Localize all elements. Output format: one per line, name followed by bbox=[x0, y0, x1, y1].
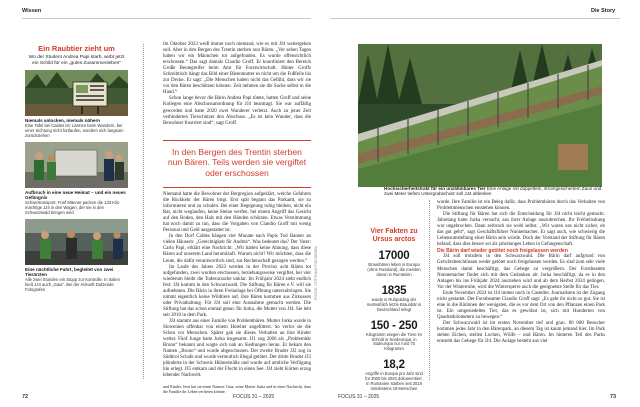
sidebar-intro: Wo der Student Andrea Papi starb, wirbt jetzt ein Schild für ein „gutes Zusammenleben“ bbox=[28, 55, 125, 66]
header-rule-left bbox=[22, 18, 311, 19]
fact-number-3: 150 - 250 bbox=[370, 319, 418, 332]
photo-caption bbox=[384, 186, 602, 197]
article-column-1-bottom bbox=[163, 192, 311, 379]
article-paragraph: JJ4 stammt aus einer Familie von Problembären. Mutter Jurka wurde in Slowenien offenbar von einem Hotelier angefüttert. So verlor sie die Scheu vor Menschen. Später gab sie dieses Verhalten an ihre Kinder weiter. Fünf Junge hatte Jurka insgesamt. JJ1 zog 2006 als „Problembär Bruno“ bekannt und wagte sich nah an Siedlungen heran. Er bekam den Namen „Bruno“ und wurde abgeschossen. Der zweite Bruder JJ2 zog in Südtirol Schafe und wurde vermutlich illegal getötet. Der dritte Bruder JJ3 plünderte in der Schweiz Hühnerställe und wurde auf amtliche Verfügung hin erlegt. JJ5 entkam und der Flucht in einen See. JJ4 zieht Kürten erzog lebender Nachwelt. bbox=[163, 318, 311, 379]
fact-text-3: Kilogramm wiegen die Tiere im Schnitt in Nordeuropa, in Südeuropa nur rund 70 Kilogramm bbox=[366, 331, 422, 352]
facts-title: Vier Fakten zu Ursus arctos bbox=[370, 228, 418, 243]
facts-box bbox=[365, 228, 423, 392]
enclosure-fence-image bbox=[358, 44, 602, 187]
column-divider-right bbox=[429, 200, 430, 380]
fact-number-4: 18,2 bbox=[383, 359, 405, 372]
header-rule-right bbox=[330, 18, 620, 19]
page-number-left: 72 bbox=[22, 394, 29, 400]
sidebar-caption-3: Alle zwei Stunden ein Stopp zur Kontrolle. In Italien hieß JJ4 auch „Gaia“. Bei der Ankunft Dutzende Fotografen bbox=[25, 277, 120, 293]
photo-credit: FOTOS: STIFTUNG FÜR BÄREN bbox=[314, 245, 318, 300]
article-paragraph: Der Schwarzwald ist im ersten November tief und grau. 80 000 Besucher kommen jedes Jahr in den Bärenpark, an diesem Tag ist kaum jemand hier. Im Park stehen Eichen, steilen Lochen, Wölfe – und Bären. Im hinteren Teil des Parks entsteht das Gehege für JJ4. Die Anlage besteht aus viel bbox=[437, 320, 605, 345]
pull-quote-box bbox=[163, 140, 311, 188]
article-paragraph: wurde. Ihre Familie ist ein Beleg dafür, dass Problembären durch das Verhalten von Problemmenschen entstehen können. bbox=[437, 200, 605, 212]
article-column-1-top bbox=[163, 42, 311, 127]
issue-label-left: FOCUS 31 – 2025 bbox=[233, 394, 275, 400]
fact-number-2: 1835 bbox=[381, 284, 407, 297]
article-paragraph: Schon lange bevor die Bärin Andrea Papi tötete, hatten Groff und seine Kollegen eine Abschussanordnung für JJ4 beantragt. Sie war auffällig geworden und hatte 2020 zwei Wanderer verletzt. Auch zu jener Zeit verhinderten Tierschützer den Abschuss. „Es ist kein Wunder, dass die Bewohner frustriert sind“, sagt Groff. bbox=[163, 96, 311, 126]
article-paragraph: Im Oktober 2023 weiß immer noch niemand, wie es mit JJ4 weitergehen soll. Aber in den Bergen des Trentin sterben nun Bären. „Vor sehen Tagen haben wir ein Männchen tot aufgefunden. Es wurde offensichtlich erschossen.“ Das sagt damals Claudio Groff. Er koordiniert den Bereich Große Beutegreifer beim Amt für Forstwirtschaft. Hinter Groffs Schreibtisch hängt das Bild einer Bärenmutter es nicht um die Fußfeile bis zur Decke. Er sagt: „Die Menschen haben nicht das Gefühl, dass wir sie vor den Bären beschützen können. Zeit nehmen sie die Sache selbst in die Hand.“ bbox=[163, 42, 311, 96]
section-label-right: Die Story bbox=[591, 8, 616, 14]
night-transport-image bbox=[25, 219, 128, 265]
fact-text-4: Angriffe in Europa pro Jahr sind für 2000 bis 2020 dokumentiert. In Rumänien starben seit 2019 mindestens 19 Menschen bbox=[365, 371, 423, 391]
article-column-3 bbox=[437, 200, 605, 345]
forest-sign-image bbox=[25, 70, 128, 116]
issue-label-right: FOCUS 31 – 2025 bbox=[338, 394, 380, 400]
photo-caption-bold: Hochsicherheitstrakt für ein unzähmbares Tier bbox=[384, 186, 486, 191]
sidebar-caption-heading-2: Aufbruch in eine neue Heimat – und ein neues Gefängnis bbox=[25, 190, 126, 201]
sidebar-image-transport bbox=[25, 142, 128, 188]
section-label-left: Wissen bbox=[22, 8, 42, 14]
sidebar-title: Ein Raubtier zieht um bbox=[38, 44, 115, 53]
sidebar-image-sign bbox=[25, 70, 128, 116]
photo-caption-text: Eine Anlage mit doppeltem, stromgesichertem Zaun und zwei Meter tiefem Untergrabschutz soll JJ4 ablenken bbox=[384, 186, 602, 197]
article-paragraph: JJ4 soll trotzdem in den Schwarzwald. Die Bärin darf aufgrund von Gerichtsbeschlüssen weder getötet noch freigelassen werden. Es sind zum sehr viele Menschen damit beschäftigt, das Gehege zu vergrößern. Der Forstbeamte Nonnemacher findet sich mit dem Gedanken ab: Jurka beschäftigt, da es in den Anlagen bis ins Frühjahr 2024 ausziehen wird und ab dem Herbst 2024 gelingen. Vor der Winterruhe, wird die Wintersperre auch die geeignetste Stelle für das Tier. bbox=[437, 254, 605, 290]
article-paragraph: Die Stiftung für Bären hat sich die Entscheidung für JJ4 nicht leicht gemacht. Jahrelang hatte Jurka versucht, aus ihrer Anlage auszubrechen. Ihr Freiheitsdrang war ungebrochen. Dann zerbrach sie wohl selbst. „Wir waren uns nicht sicher, ob das gut geht“, sagt Geschäftsführer Nonnemacher. Er sagt auch, wie schwierig die Lebensumstellung einer Bärin sein würde. Doch der Vorstand der Stiftung für Bären befand, dass dies besser sei als jahrelanges Leben in Gefangenschaft. bbox=[437, 212, 605, 248]
article-continuation bbox=[163, 384, 311, 394]
fact-text-1: Braunbären leben in Europa (ohne Russland), die meisten davon in Rumänien bbox=[367, 262, 421, 277]
article-paragraph: Im Laufe des Jahres 2023 werden in der Provinz acht Bären tot aufgefunden, zwei wurden erschossen, beziehungsweise vergiftet, bei vier wiederum bleibt die Todesursache unklar. Im Frühjahr 2024 steht endlich fest: JJ4 kommt in den Schwarzwald. Die Stiftung für Bären e.V. will sie aufnehmen. Die Bärin in ihren Freianlage bei Öffnung unterzubringen. Sie nimmt eigentlich keine Wildtiere auf, ihre Bären kommen aus Zirkussen oder Privathaltung. Für JJ4 soll eine Ausnahme gemacht werden. Die Stiftung hat das schon einmal getan: für Jurka, die Mutter von JJ4. Sie lebt seit 2010 in dem Park. bbox=[163, 264, 311, 318]
sidebar-caption-1: Eine Tafel bei Caldes ist: Lärmen beim Wandern, bei einer Sichtung nicht fortlaufen, sondern sich langsam zurückziehen bbox=[25, 123, 124, 139]
article-continuation-text: und Kinder. Jetzt hat sie einen Namen: Gaia, seine Mutter Jurka und in einer Nachricht, dass die Familie ihr Leben verlieren könnte. bbox=[163, 384, 311, 394]
page-number-right: 73 bbox=[610, 394, 617, 400]
sidebar-caption-heading-1: Niemals anlocken, niemals nähern bbox=[25, 118, 101, 124]
sidebar-caption-2: Schwertransport: Fünf Männer packen die 133 Kilo mächtige JJ4 in den Wagen, der sie in den Schwarzwald bringen wird bbox=[25, 200, 120, 216]
article-subheading: Die Bärin darf wieder getötet noch freigelassen werden bbox=[437, 248, 568, 255]
article-paragraph: Ende November 2024 ist JJ4 immer noch in Casteller. Journalisten ist der Zugang nicht gestattet. Der Forstbeamte Claudio Groff sagt: „Es geht ihr nicht so gut. Sie ist eine in die Bärinnen der wenigsten, die es vor dem Ort von den Pflanzen einen Park ist. Ein umgesiedeltes Tier, das es gewöhnt ist, sich mit Hunderten von Quadratkilometern zu bewegen.“ bbox=[437, 290, 605, 320]
fact-number-1: 17000 bbox=[378, 250, 410, 263]
article-paragraph: Niemand hatte die Bewohner der Bergregion aufgeklärt, welche Gefahren die Rückkehr der Bären birgt. Erst spät begann das Parkamt, sie zu informieren und zu schulen. Bei einer Begegnung ruhig bleiben, nicht ein Rat, nicht weglaufen, keine Steine werfen, bei einem Angriff das Gesicht auf den Boden, den Hals mit den Händen schützen. Etwas Verstimmung hat noch damit zu tun, dass die Vorgaben von Claudio Groff mit wenig Personal und Geld ausgestattet ist. bbox=[163, 192, 311, 234]
fact-text-2: wurde in Ruhpolding der mutmaßlich letzte Braunbär in Deutschland erlegt bbox=[366, 296, 422, 312]
enclosure-photo bbox=[358, 44, 602, 187]
article-paragraph: In den Dorf Caldes hängen vier Monate nach Papis Tod Banner an vielen Häusern: „Gerechtigkeit für Andrea“. Was bedeutet das? Der Vater: Carlo Papi, erklärt eine Nachricht: „Wir hatten keine Ahnung, dass diese Bären auf unserem Land herumläuft. Warum nicht? Wir möchten, dass die Leute, die dafür verantwortlich sind, zur Rechenschaft gezogen werden.“ bbox=[163, 234, 311, 264]
workers-transport-image bbox=[25, 142, 128, 188]
sidebar-image-night bbox=[25, 219, 128, 265]
column-divider-left bbox=[143, 44, 144, 379]
sidebar-box bbox=[25, 44, 128, 292]
pull-quote: In den Bergen des Trentin sterben nun Bären. Teils werden sie vergiftet oder erschossen bbox=[167, 147, 307, 178]
sidebar-caption-heading-3: Eine nächtliche Fahrt, begleitet von zwei Tierärzten bbox=[25, 267, 114, 278]
